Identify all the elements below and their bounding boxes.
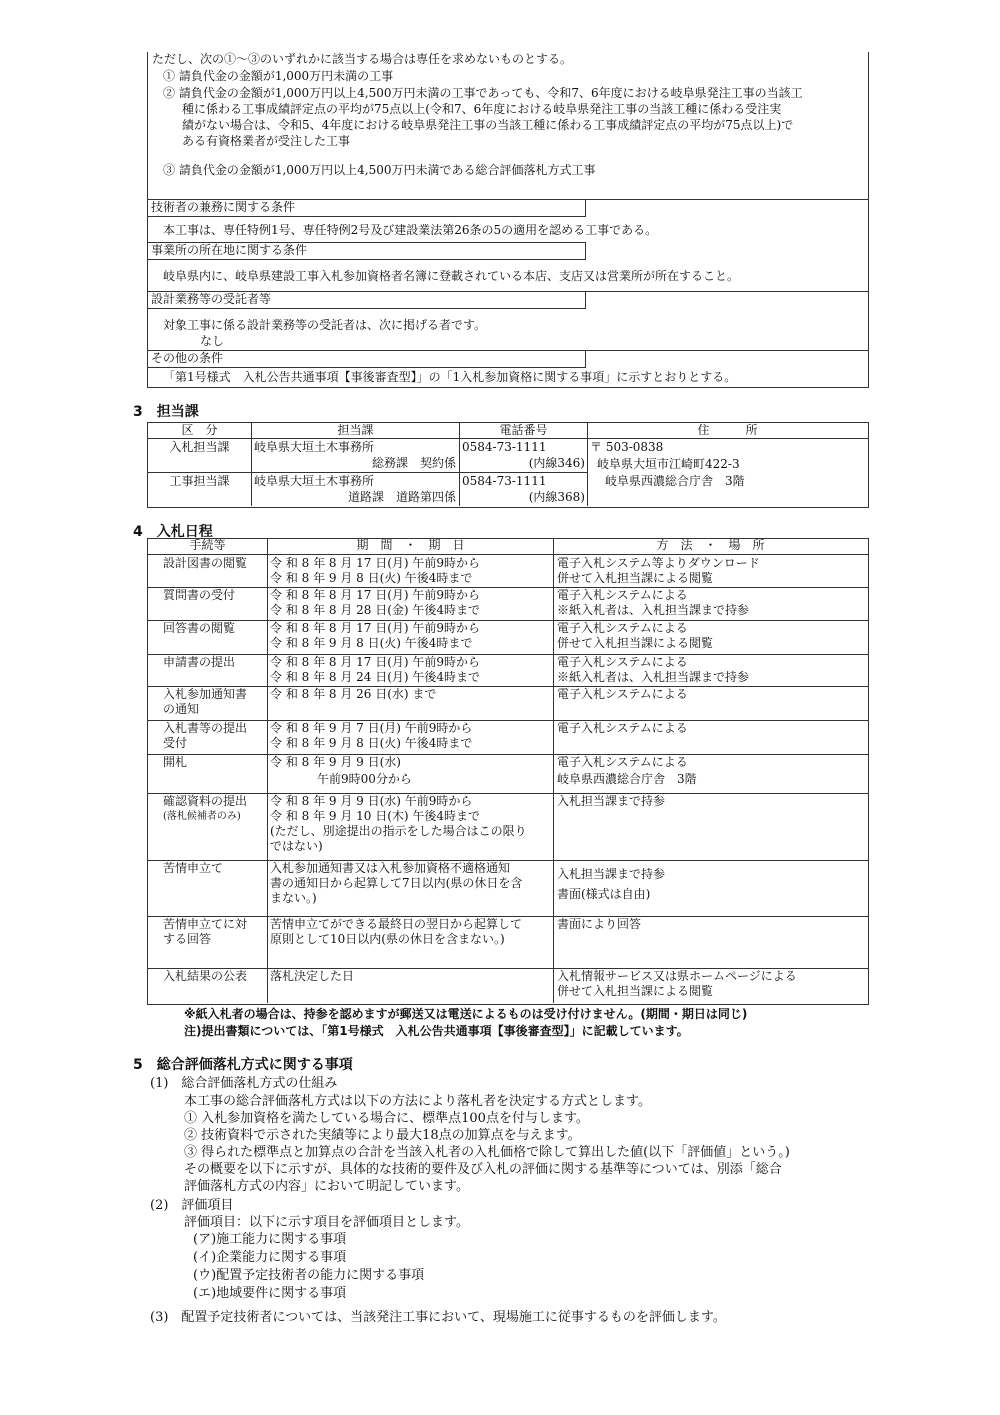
schedule-period: 午前9時00分から [317, 772, 412, 786]
exemption-item-2-line2: 種に係わる工事成績評定点の平均が75点以上(令和7、6年度における岐阜県発注工事の当該工種に係わる受注実 [182, 102, 782, 116]
address-street: 岐阜県大垣市江崎町422-3 [597, 457, 740, 471]
schedule-method: 併せて入札担当課による閲覧 [557, 636, 714, 650]
schedule-method: 併せて入札担当課による閲覧 [557, 571, 714, 585]
schedule-proc: 開札 [163, 755, 188, 769]
text-shozai: 岐阜県内に、岐阜県建設工事入札参加資格者名簿に登載されている本店、支店又は営業所が所在すること。 [163, 269, 740, 283]
section4-title: 4 入札日程 [133, 524, 213, 540]
schedule-proc: 確認資料の提出 [163, 794, 248, 808]
schedule-proc: 申請書の提出 [163, 655, 236, 669]
exemption-item-2-line1: ② 請負代金の金額が1,000万円以上4,500万円未満の工事であっても、令和7、6年度における岐阜県発注工事の当該工 [163, 86, 803, 100]
divider [147, 587, 868, 588]
col-header-kubun: 区 分 [181, 423, 218, 437]
schedule-proc: する回答 [163, 932, 212, 946]
divider [553, 538, 554, 1003]
text-sekkei-none: なし [200, 334, 225, 348]
exemption-intro: ただし、次の①～③のいずれかに該当する場合は専任を求めないものとする。 [152, 52, 573, 66]
schedule-method: 電子入札システムによる [557, 721, 688, 735]
address-building: 岐阜県西濃総合庁舎 3階 [605, 474, 745, 488]
heading-other: その他の条件 [151, 351, 224, 365]
col-header-proc: 手続等 [189, 538, 226, 552]
schedule-proc: 苦情申立てに対 [163, 917, 248, 931]
section3-title: 3 担当課 [133, 404, 199, 420]
exemption-item-2-line3: 績がない場合は、令和5、4年度における岐阜県発注工事の当該工種に係わる工事成績評定点の平均が75点以上)で [182, 118, 794, 132]
schedule-method: 入札担当課まで持参 [557, 794, 666, 808]
section5-1-summary-cont: 評価落札方式の内容」において明記しています。 [184, 1179, 469, 1194]
exemption-item-1: ① 請負代金の金額が1,000万円未満の工事 [163, 69, 394, 83]
section5-1-summary: その概要を以下に示すが、具体的な技術的要件及び入札の評価に関する基準等については、別添「総合 [184, 1162, 782, 1177]
heading-kenmu: 技術者の兼務に関する条件 [151, 200, 296, 214]
schedule-period: 令 和 8 年 8 月 26 日(水) まで [270, 687, 437, 701]
text-sekkei: 対象工事に係る設計業務等の受託者は、次に掲げる者です。 [163, 318, 487, 332]
schedule-period: 令 和 8 年 9 月 8 日(火) 午後4時まで [270, 636, 473, 650]
section5-1-text: 本工事の総合評価落札方式は以下の方法により落札者を決定する方式とします。 [184, 1094, 651, 1109]
schedule-proc: 受付 [163, 736, 188, 750]
divider [147, 620, 868, 621]
section5-2-text: 評価項目：以下に示す項目を評価項目とします。 [184, 1215, 469, 1230]
schedule-method: 電子入札システムによる [557, 655, 688, 669]
schedule-period: 令 和 8 年 8 月 17 日(月) 午前9時から [270, 655, 481, 669]
divider [147, 438, 868, 439]
schedule-proc: 入札結果の公表 [163, 969, 248, 983]
divider [147, 654, 868, 655]
schedule-period: 令 和 8 年 9 月 8 日(火) 午後4時まで [270, 571, 473, 585]
table-row-ka: 岐阜県大垣土木事務所 [254, 474, 375, 488]
exemption-item-2-line4: ある有資格業者が受注した工事 [182, 134, 351, 148]
divider [147, 554, 868, 555]
divider [147, 754, 868, 755]
heading-shozai: 事業所の所在地に関する条件 [151, 243, 308, 257]
schedule-method: 電子入札システム等よりダウンロード [557, 556, 760, 570]
schedule-period: ではない) [270, 839, 323, 853]
schedule-proc: 質問書の受付 [163, 588, 236, 602]
schedule-note-1: ※紙入札者の場合は、持参を認めますが郵送又は電送によるものは受け付けません。(期間・期日は同じ) [184, 1007, 748, 1021]
schedule-method: 併せて入札担当課による閲覧 [557, 984, 714, 998]
schedule-period: 令 和 8 年 8 月 28 日(金) 午後4時まで [270, 603, 481, 617]
schedule-method: 電子入札システムによる [557, 621, 688, 635]
schedule-period: 令 和 8 年 8 月 17 日(月) 午前9時から [270, 556, 481, 570]
schedule-proc: (落札候補者のみ) [163, 811, 241, 822]
section5-1-heading: (1) 総合評価落札方式の仕組み [150, 1076, 338, 1091]
table-row-tel: 0584-73-1111 [462, 440, 547, 454]
schedule-method: 電子入札システムによる [557, 687, 688, 701]
divider [147, 472, 588, 473]
section5-1-item1: ① 入札参加資格を満たしている場合に、標準点100点を付与します。 [184, 1111, 589, 1126]
col-header-tel: 電話番号 [499, 423, 548, 437]
table-row-tel: 0584-73-1111 [462, 474, 547, 488]
schedule-method: 入札情報サービス又は県ホームページによる [557, 969, 797, 983]
schedule-method: ※紙入札者は、入札担当課まで持参 [557, 670, 750, 684]
eval-item-a: (ア)施工能力に関する事項 [193, 1232, 347, 1247]
schedule-method: 岐阜県西濃総合庁舎 3階 [557, 772, 697, 786]
schedule-method: 入札担当課まで持参 [557, 867, 666, 881]
section5-title: 5 総合評価落札方式に関する事項 [133, 1057, 353, 1073]
schedule-period: 落札決定した日 [270, 969, 355, 983]
conditions-left-border [147, 52, 148, 388]
text-kenmu: 本工事は、専任特例1号、専任特例2号及び建設業法第26条の5の適用を認める工事である。 [163, 223, 658, 237]
section5-1-item3: ③ 得られた標準点と加算点の合計を当該入札者の入札価格で除して算出した値(以下「評価値」という。) [184, 1145, 790, 1160]
table-row-ext: (内線346) [528, 456, 585, 470]
schedule-period: 令 和 8 年 8 月 24 日(月) 午後4時まで [270, 670, 481, 684]
schedule-proc: 入札書等の提出 [163, 721, 248, 735]
schedule-method: ※紙入札者は、入札担当課まで持参 [557, 603, 750, 617]
divider [147, 720, 868, 721]
schedule-period: 令 和 8 年 9 月 7 日(月) 午前9時から [270, 721, 473, 735]
schedule-method: 電子入札システムによる [557, 588, 688, 602]
schedule-proc: 設計図書の閲覧 [163, 556, 248, 570]
schedule-method: 電子入札システムによる [557, 755, 688, 769]
schedule-period: (ただし、別途提出の指示をした場合はこの限り [270, 824, 527, 838]
exemption-item-3: ③ 請負代金の金額が1,000万円以上4,500万円未満である総合評価落札方式工事 [163, 163, 596, 177]
eval-item-e: (エ)地域要件に関する事項 [193, 1286, 347, 1301]
divider [147, 686, 868, 687]
schedule-period: 書の通知日から起算して7日以内(県の休日を含 [270, 876, 523, 890]
col-header-method: 方 法 ・ 場 所 [656, 538, 765, 552]
eval-item-i: (イ)企業能力に関する事項 [193, 1250, 347, 1265]
section5-2-heading: (2) 評価項目 [150, 1198, 234, 1213]
table-row-ka: 岐阜県大垣土木事務所 [254, 440, 375, 454]
eval-item-u: (ウ)配置予定技術者の能力に関する事項 [193, 1268, 425, 1283]
section5-1-item2: ② 技術資料で示された実績等により最大18点の加算点を与えます。 [184, 1128, 581, 1143]
section5-3-text: (3) 配置予定技術者については、当該発注工事において、現場施工に従事するものを評価します。 [150, 1310, 726, 1325]
conditions-bottom-border [147, 387, 868, 388]
divider [267, 538, 268, 1003]
schedule-period: 令 和 8 年 9 月 10 日(木) 午後4時まで [270, 809, 481, 823]
schedule-period: 令 和 8 年 8 月 17 日(月) 午前9時から [270, 588, 481, 602]
schedule-period: 原則として10日以内(県の休日を含まない。) [270, 932, 505, 946]
schedule-method: 書面により回答 [557, 917, 642, 931]
heading-sekkei: 設計業務等の受託者等 [151, 292, 272, 306]
schedule-note-2: 注)提出書類については、「第1号様式 入札公告共通事項【事後審査型】」に記載しています。 [184, 1024, 689, 1038]
schedule-period: 令 和 8 年 9 月 9 日(水) 午前9時から [270, 794, 473, 808]
schedule-period: 令 和 8 年 9 月 9 日(水) [270, 755, 401, 769]
schedule-period: 苦情申立てができる最終日の翌日から起算して [270, 917, 523, 931]
schedule-proc: 苦情申立て [163, 861, 224, 875]
schedule-method: 書面(様式は自由) [557, 887, 651, 901]
col-header-address: 住 所 [697, 423, 758, 437]
schedule-proc: 入札参加通知書 [163, 687, 248, 701]
divider [147, 793, 868, 794]
schedule-period: 入札参加通知書又は入札参加資格不適格通知 [270, 861, 511, 875]
table-row-ext: (内線368) [528, 490, 585, 504]
schedule-proc: の通知 [163, 702, 200, 716]
conditions-right-border [868, 52, 869, 388]
table-row-ka-sub: 道路課 道路第四係 [347, 490, 456, 504]
schedule-table [147, 538, 869, 1005]
col-header-period: 期 間 ・ 期 日 [356, 538, 465, 552]
schedule-period: 令 和 8 年 9 月 8 日(火) 午後4時まで [270, 736, 473, 750]
schedule-proc: 回答書の閲覧 [163, 621, 236, 635]
table-row-kubun: 入札担当課 [169, 440, 230, 454]
schedule-period: 令 和 8 年 8 月 17 日(月) 午前9時から [270, 621, 481, 635]
text-other: 「第1号様式 入札公告共通事項【事後審査型】」の「1入札参加資格に関する事項」に示すとおりとする。 [163, 370, 737, 384]
address-postal: 〒 503-0838 [590, 440, 664, 454]
col-header-tantouka: 担当課 [337, 423, 374, 437]
schedule-period: まない。) [270, 891, 317, 905]
table-row-kubun: 工事担当課 [169, 474, 230, 488]
table-row-ka-sub: 総務課 契約係 [371, 456, 456, 470]
